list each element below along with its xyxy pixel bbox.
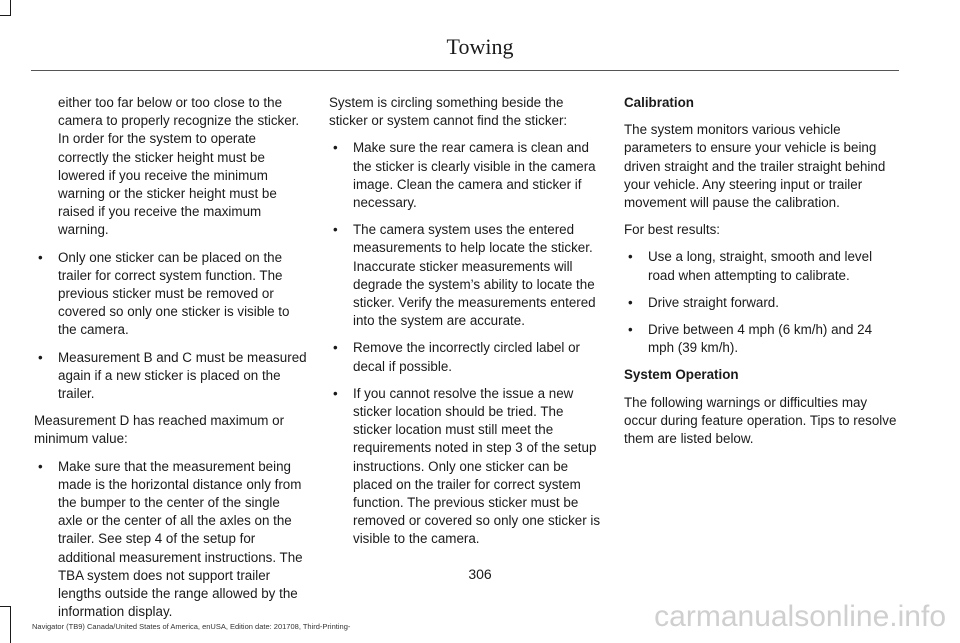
list-item: • Remove the incorrectly circled label or decal if possible. (329, 339, 603, 375)
heading-calibration: Calibration (624, 95, 694, 110)
column-1 (34, 94, 308, 630)
paragraph-calibration: The system monitors various vehicle parameters to ensure your vehicle is being driven straight and the trailer straight behind your vehicle. Any steering input or trailer movement will pause the calibration. (624, 122, 886, 211)
bullet-list-best-results (624, 248, 900, 357)
list-item: • Only one sticker can be placed on the trailer for correct system function. The previous sticker must be removed or covered so only one sticker is visible to the camera. (34, 249, 308, 340)
list-item: • Measurement B and C must be measured again if a new sticker is placed on the trailer. (34, 349, 308, 404)
list-item: • Use a long, straight, smooth and level road when attempting to calibrate. (624, 248, 900, 284)
crop-mark-top-left-v (10, 0, 11, 16)
list-item: • The camera system uses the entered measurements to help locate the sticker. Inaccurate sticker measurements will degrade the system’s ability to locate the sticker. Verify the measurements entered into the system are accurate. (329, 221, 603, 330)
list-item: • Drive between 4 mph (6 km/h) and 24 mph (39 km/h). (624, 321, 900, 357)
footer-edition-text: Navigator (TB9) Canada/United States of America, enUSA, Edition date: 201708, Third-Printing- (32, 622, 351, 631)
continued-paragraph: either too far below or too close to the camera to properly recognize the sticker. In order for the system to operate correctly the sticker height must be lowered if you receive the minimum warning or the sticker height must be raised if you receive the maximum warning. (58, 95, 300, 238)
list-item: • If you cannot resolve the issue a new sticker location should be tried. The sticker location must still meet the requirements noted in step 3 of the setup instructions. Only one sticker can be placed on the trailer for correct system function. The previous sticker must be removed or covered so only one sticker is visible to the camera. (329, 385, 603, 549)
column-3 (624, 94, 900, 457)
bullet-list-sticker (34, 249, 308, 404)
heading-system-operation: System Operation (624, 367, 739, 383)
page-header-title: Towing (446, 34, 514, 59)
column-2 (329, 94, 603, 558)
list-item: • Make sure that the measurement being made is the horizontal distance only from the bumper to the center of the single axle or the center of all the axles on the trailer. See step 4 of the setup for additional measurement instructions. The TBA system does not support trailer lengths outside the range allowed by the information display. (34, 458, 308, 622)
crop-mark-top-left-h (0, 15, 11, 16)
paragraph-circling: System is circling something beside the sticker or system cannot find the sticker: (329, 95, 568, 129)
bullet-list-measurement (34, 458, 308, 622)
paragraph-measurement-d: Measurement D has reached maximum or minimum value: (34, 413, 285, 447)
paragraph-system-operation: The following warnings or difficulties may occur during feature operation. Tips to resolve them are listed below. (624, 394, 897, 447)
paragraph-best-results: For best results: (624, 222, 720, 238)
crop-mark-bottom-left-h (0, 606, 11, 607)
header-divider (31, 70, 899, 71)
list-item: • Make sure the rear camera is clean and the sticker is clearly visible in the camera image. Clean the camera and sticker if necessary. (329, 139, 603, 212)
crop-mark-bottom-left-v (10, 606, 11, 643)
page-number: 306 (468, 566, 492, 582)
bullet-list-camera (329, 139, 603, 548)
list-item: • Drive straight forward. (624, 294, 900, 312)
watermark-logo: carmanualsonline.info (654, 600, 946, 633)
